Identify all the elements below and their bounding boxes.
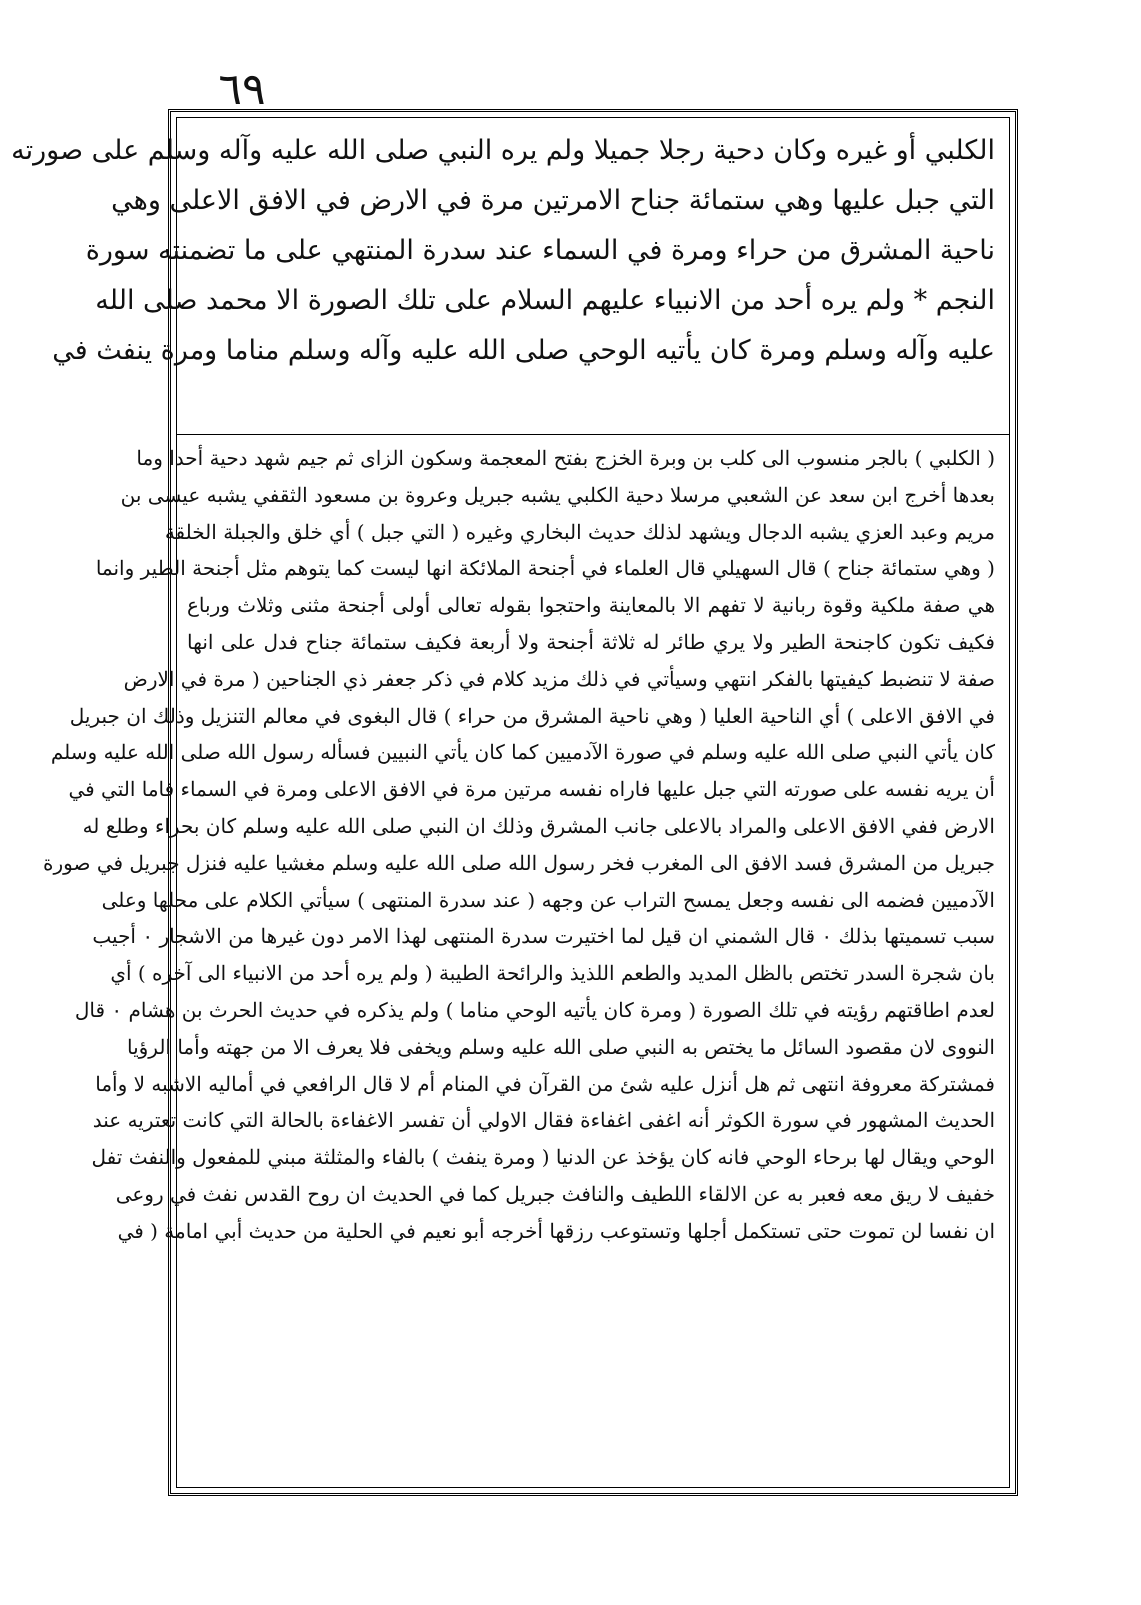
main-line: عليه وآله وسلم ومرة كان يأتيه الوحي صلى الله عليه وآله وسلم مناما ومرة ينفث في: [52, 335, 995, 366]
commentary-line: ان نفسا لن تموت حتى تستكمل أجلها وتستوعب رزقها أخرجه أبو نعيم في الحلية من حديث أبي امامة ( في: [117, 1218, 995, 1243]
commentary-line: النووى لان مقصود السائل ما يختص به النبي صلى الله عليه وسلم ويخفى فلا يعرف الا من جهته وأما الرؤيا: [126, 1034, 995, 1059]
commentary-line: الارض ففي الافق الاعلى والمراد بالاعلى جانب المشرق وذلك ان النبي صلى الله عليه وسلم كان بحراء وطلع له: [82, 813, 995, 838]
section-divider: [177, 434, 1009, 435]
commentary-text: [43, 440, 995, 1480]
commentary-line: سبب تسميتها بذلك ٠ قال الشمني ان قيل لما اختيرت سدرة المنتهى لهذا الامر دون غيرها من الاشجار ٠ أجيب: [92, 924, 995, 949]
commentary-line: خفيف لا ريق معه فعبر به عن الالقاء اللطيف والنافث جبريل كما في الحديث ان روح القدس نفث في روعى: [115, 1181, 995, 1206]
commentary-line: ( وهي ستمائة جناح ) قال السهيلي قال العلماء في أجنحة الملائكة انها ليست كما يتوهم مثل أجنحة الطير وانما: [95, 556, 995, 581]
commentary-line: هي صفة ملكية وقوة ربانية لا تفهم الا بالمعاينة واحتجوا بقوله تعالى أولى أجنحة مثنى وثلاث ورباع: [187, 593, 995, 618]
commentary-line: فكيف تكون كاجنحة الطير ولا يري طائر له ثلاثة أجنحة ولا أربعة فكيف ستمائة جناح فدل على انها: [187, 629, 995, 654]
commentary-line: أن يريه نفسه على صورته التي جبل عليها فاراه نفسه مرتين مرة في الافق الاعلى ومرة في السماء فاما التي في: [68, 777, 995, 802]
commentary-line: في الافق الاعلى ) أي الناحية العليا ( وهي ناحية المشرق من حراء ) قال البغوى في معالم التنزيل وذلك ان جبريل: [69, 703, 995, 728]
commentary-line: فمشتركة معروفة انتهى ثم هل أنزل عليه شئ من القرآن في المنام أم لا قال الرافعي في أماليه الاشبه لا وأما: [95, 1071, 995, 1096]
page-number: ٦٩: [218, 64, 266, 115]
commentary-line: جبريل من المشرق فسد الافق الى المغرب فخر رسول الله صلى الله عليه وسلم مغشيا عليه فنزل جبريل في صورة: [43, 850, 995, 875]
main-line: التي جبل عليها وهي ستمائة جناح الامرتين مرة في الارض في الافق الاعلى وهي: [111, 185, 995, 216]
commentary-line: صفة لا تنضبط كيفيتها بالفكر انتهي وسيأتي في ذلك مزيد كلام في ذكر جعفر ذي الجناحين ( مرة في الارض: [123, 666, 995, 691]
main-line: النجم * ولم يره أحد من الانبياء عليهم السلام على تلك الصورة الا محمد صلى الله: [95, 285, 995, 316]
page-inner-border: [11, 117, 1010, 1488]
main-text: [11, 126, 995, 426]
commentary-line: ( الكلبي ) بالجر منسوب الى كلب بن وبرة الخزج بفتح المعجمة وسكون الزاى ثم جيم شهد دحية أحدا وما: [136, 446, 995, 470]
commentary-line: الآدميين فضمه الى نفسه وجعل يمسح التراب عن وجهه ( عند سدرة المنتهى ) سيأتي الكلام على محلها وعلى: [101, 887, 995, 912]
commentary-line: مريم وعبد العزي يشبه الدجال ويشهد لذلك حديث البخاري وغيره ( التي جبل ) أي خلق والجبلة الخلقة: [164, 519, 995, 544]
commentary-line: كان يأتي النبي صلى الله عليه وسلم في صورة الآدميين كما كان يأتي النبيين فسأله رسول الله صلى الله عليه وسلم: [50, 740, 995, 765]
commentary-line: لعدم اطاقتهم رؤيته في تلك الصورة ( ومرة كان يأتيه الوحي مناما ) ولم يذكره في حديث الحرث بن هشام ٠ قال: [74, 997, 995, 1022]
commentary-line: الوحي ويقال لها برحاء الوحي فانه كان يؤخذ عن الدنيا ( ومرة ينفث ) بالفاء والمثلثة مبني للمفعول والنفث تفل: [91, 1145, 995, 1170]
commentary-line: الحديث المشهور في سورة الكوثر أنه اغفى اغفاءة فقال الاولي أن تفسر الاغفاءة بالحالة التي كانت تعتريه عند: [92, 1108, 995, 1133]
commentary-line: بعدها أخرج ابن سعد عن الشعبي مرسلا دحية الكلبي يشبه جبريل وعروة بن مسعود الثقفي يشبه عيسى بن: [120, 482, 995, 507]
main-line: الكلبي أو غيره وكان دحية رجلا جميلا ولم يره النبي صلى الله عليه وآله وسلم على صورته: [11, 135, 995, 166]
page-frame: [11, 109, 1018, 1496]
commentary-line: بان شجرة السدر تختص بالظل المديد والطعم اللذيذ والرائحة الطيبة ( ولم يره أحد من الانبياء الى آخره ) أي: [110, 961, 995, 986]
main-line: ناحية المشرق من حراء ومرة في السماء عند سدرة المنتهي على ما تضمنته سورة: [85, 235, 995, 266]
